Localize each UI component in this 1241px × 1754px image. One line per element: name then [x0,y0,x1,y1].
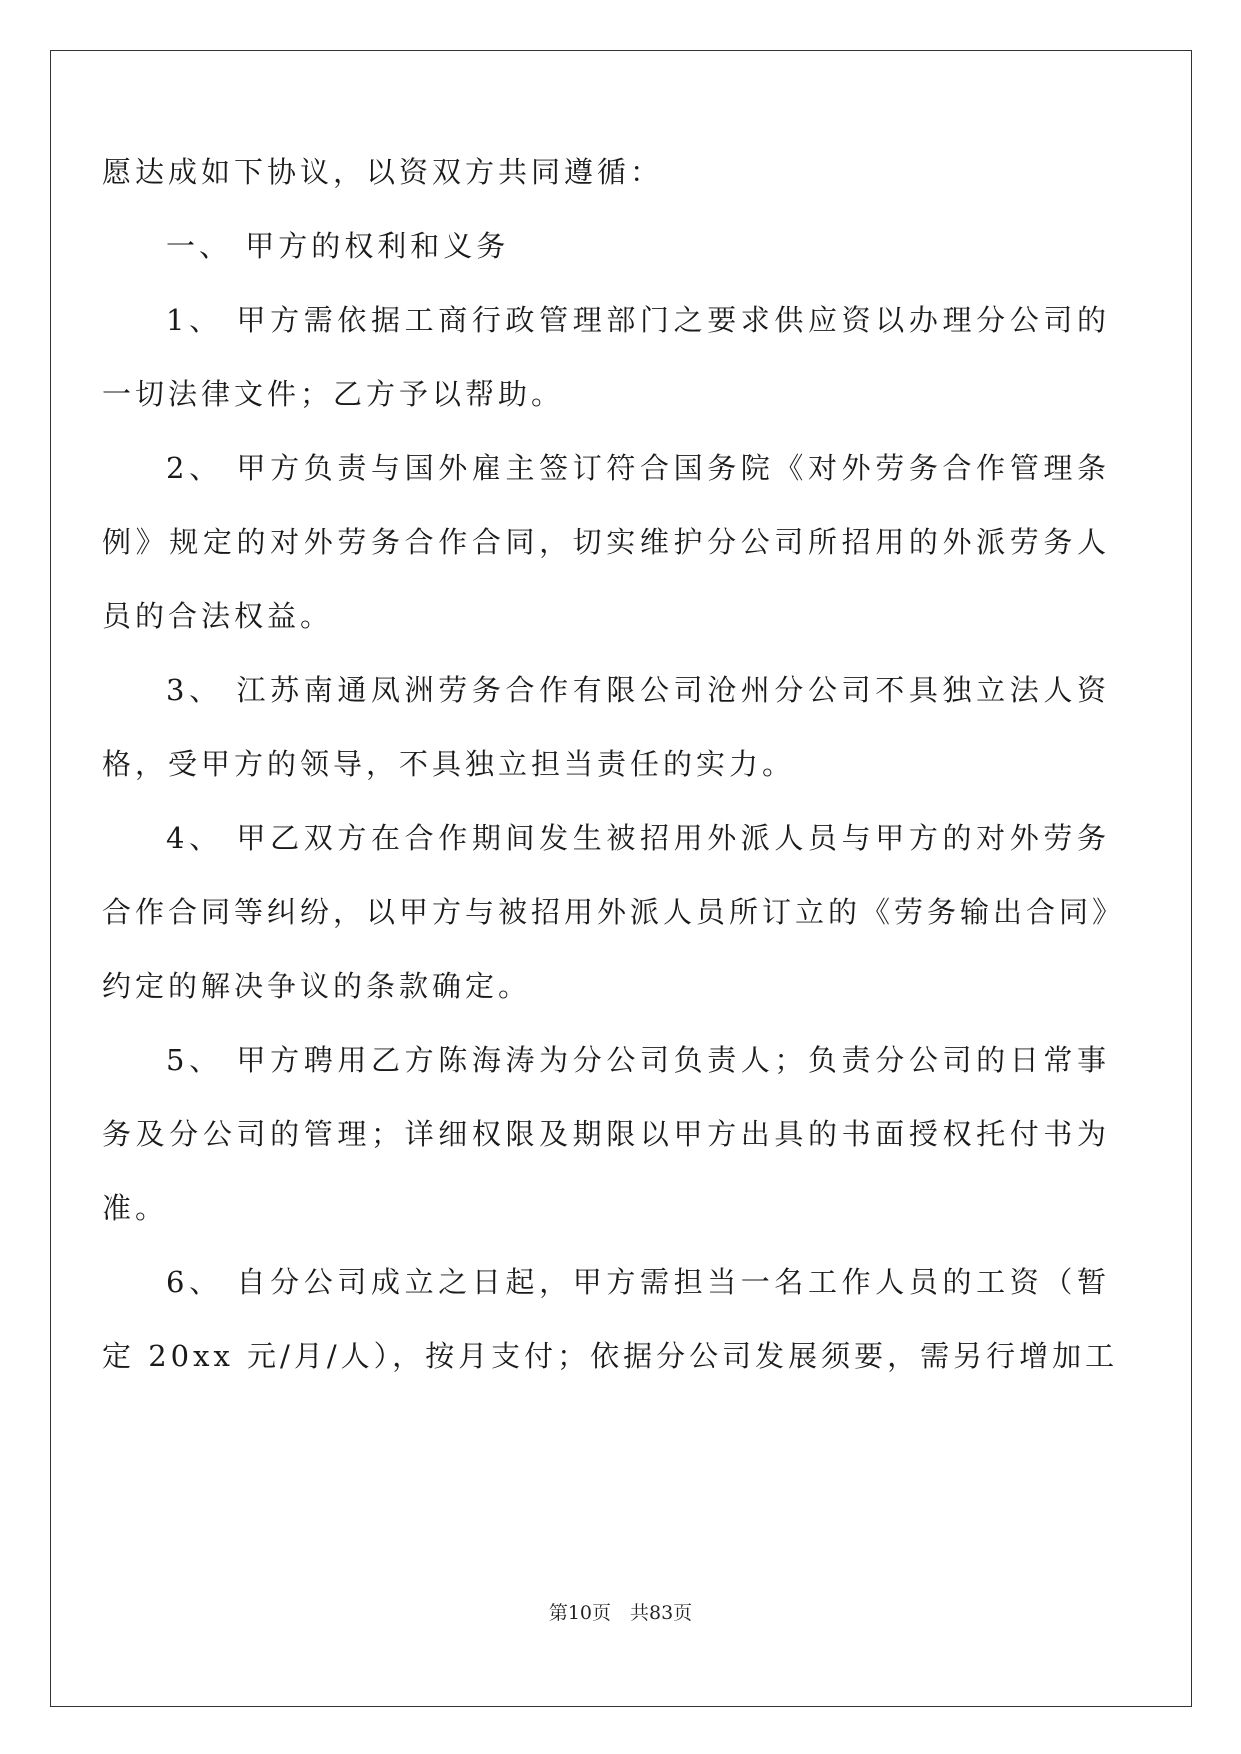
paragraph-line: 1、 甲方需依据工商行政管理部门之要求供应资以办理分公司的 [166,303,1110,337]
paragraph-line: 愿达成如下协议，以资双方共同遵循： [102,155,664,189]
paragraph-line: 格，受甲方的领导，不具独立担当责任的实力。 [102,747,796,781]
page-number-footer: 第10页 共83页 [548,1602,693,1624]
paragraph-line: 6、 自分公司成立之日起，甲方需担当一名工作人员的工资（暂 [166,1265,1110,1299]
paragraph-line: 定 20xx 元/月/人），按月支付；依据分公司发展须要，需另行增加工 [102,1339,1119,1373]
paragraph-line: 务及分公司的管理；详细权限及期限以甲方出具的书面授权托付书为 [102,1117,1110,1151]
paragraph-line: 例》规定的对外劳务合作合同，切实维护分公司所招用的外派劳务人 [102,525,1110,559]
paragraph-line: 员的合法权益。 [102,599,334,633]
paragraph-line: 合作合同等纠纷，以甲方与被招用外派人员所订立的《劳务输出合同》 [102,895,1126,929]
paragraph-line: 2、 甲方负责与国外雇主签订符合国务院《对外劳务合作管理条 [166,451,1110,485]
section-heading: 一、 甲方的权利和义务 [166,229,510,263]
paragraph-line: 准。 [102,1191,169,1225]
paragraph-line: 一切法律文件；乙方予以帮助。 [102,377,565,411]
paragraph-line: 5、 甲方聘用乙方陈海涛为分公司负责人；负责分公司的日常事 [166,1043,1110,1077]
page-border [50,50,1192,1707]
paragraph-line: 3、 江苏南通凤洲劳务合作有限公司沧州分公司不具独立法人资 [166,673,1110,707]
paragraph-line: 4、 甲乙双方在合作期间发生被招用外派人员与甲方的对外劳务 [166,821,1110,855]
paragraph-line: 约定的解决争议的条款确定。 [102,969,532,1003]
